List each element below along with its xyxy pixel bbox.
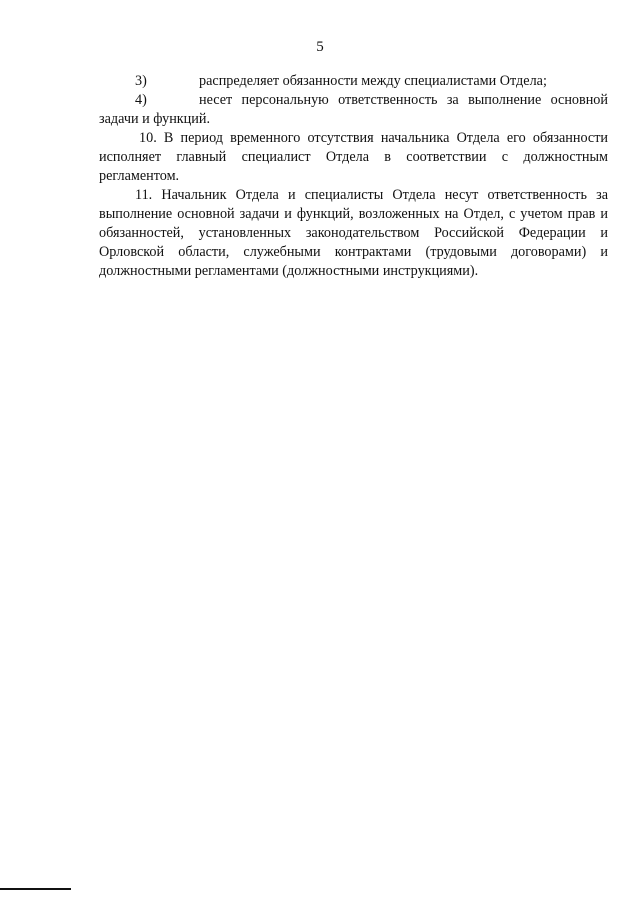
- list-item-text: распределяет обязанности между специалистами Отдела;: [199, 73, 547, 89]
- paragraph-11: 11. Начальник Отдела и специалисты Отдела несут ответственность за выполнение основной задачи и функций, возложенных на Отдел, с учетом прав и обязанностей, установленных законодательством Российской Федерации и Орловской области, служебными контрактами (трудовыми договорами) и должностными регламентами (должностными инструкциями).: [99, 187, 608, 279]
- paragraph-10: 10. В период временного отсутствия начальника Отдела его обязанности исполняет главный специалист Отдела в соответствии с должностным регламентом.: [99, 130, 608, 184]
- page-number: 5: [316, 39, 324, 55]
- list-item-marker: 3): [135, 73, 147, 89]
- document-body: [99, 72, 608, 281]
- list-item: [99, 72, 608, 91]
- list-item: [99, 91, 608, 129]
- list-item-marker: 4): [135, 92, 147, 108]
- footer-rule: [0, 888, 71, 890]
- list-item-text: несет персональную ответственность за выполнение основной задачи и функций.: [99, 92, 608, 127]
